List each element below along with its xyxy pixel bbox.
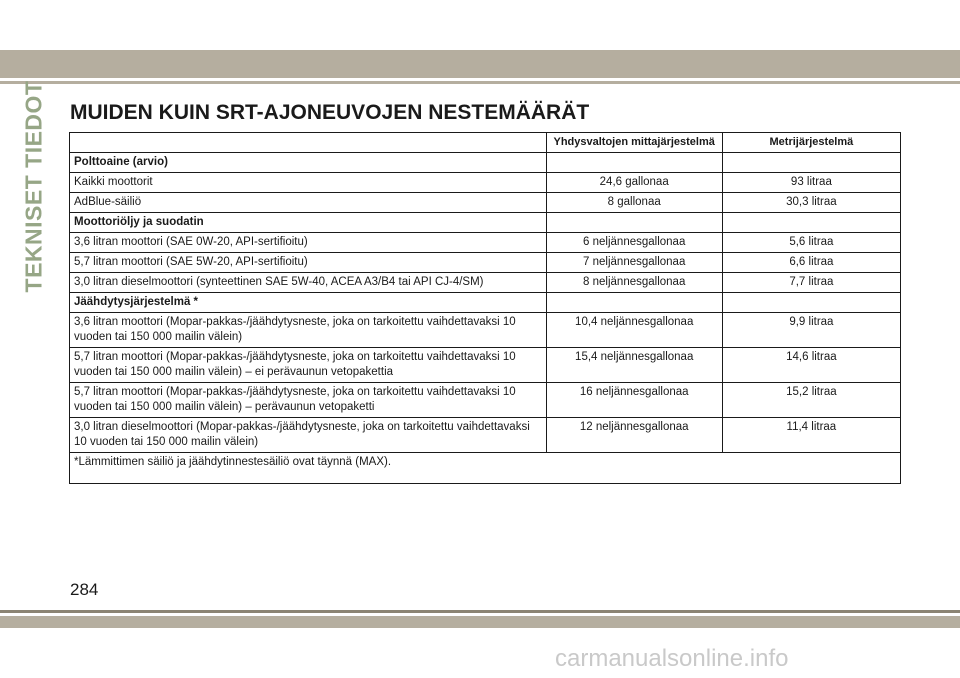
- row-metric-value: 6,6 litraa: [722, 253, 900, 273]
- header-us-units: Yhdysvaltojen mittajärjestelmä: [546, 133, 722, 153]
- table-footnote: *Lämmittimen säiliö ja jäähdytinnestesäiliö ovat täynnä (MAX).: [70, 453, 901, 484]
- row-us-value: 7 neljännesgallonaa: [546, 253, 722, 273]
- bottom-decorative-line: [0, 610, 960, 613]
- table-row-section-oil: [70, 213, 901, 233]
- row-label: 5,7 litran moottori (Mopar-pakkas-/jäähdytysneste, joka on tarkoitettu vaihdettavaksi 10 vuoden tai 150 000 mailin välein) – ei perävaunun vetopakettia: [70, 348, 547, 383]
- table-row: [70, 418, 901, 453]
- table-row: [70, 348, 901, 383]
- table-row-section-cooling: [70, 293, 901, 313]
- row-label: Moottoriöljy ja suodatin: [70, 213, 547, 233]
- row-label: 3,6 litran moottori (SAE 0W-20, API-sertifioitu): [70, 233, 547, 253]
- fluid-capacities-table: [69, 132, 901, 484]
- row-us-value: 10,4 neljännesgallonaa: [546, 313, 722, 348]
- row-us-value: 15,4 neljännesgallonaa: [546, 348, 722, 383]
- row-metric-value: 11,4 litraa: [722, 418, 900, 453]
- row-us-value: [546, 213, 722, 233]
- table-row: [70, 253, 901, 273]
- row-metric-value: 93 litraa: [722, 173, 900, 193]
- row-label: 5,7 litran moottori (SAE 5W-20, API-sertifioitu): [70, 253, 547, 273]
- site-watermark: carmanualsonline.info: [555, 645, 789, 672]
- row-label: Polttoaine (arvio): [70, 153, 547, 173]
- table-row: [70, 313, 901, 348]
- page-title: MUIDEN KUIN SRT-AJONEUVOJEN NESTEMÄÄRÄT: [70, 101, 590, 124]
- row-label: 3,0 litran dieselmoottori (synteettinen SAE 5W-40, ACEA A3/B4 tai API CJ-4/SM): [70, 273, 547, 293]
- row-us-value: [546, 153, 722, 173]
- table-row: [70, 173, 901, 193]
- row-us-value: 6 neljännesgallonaa: [546, 233, 722, 253]
- row-metric-value: 5,6 litraa: [722, 233, 900, 253]
- row-metric-value: [722, 153, 900, 173]
- top-decorative-band: [0, 50, 960, 78]
- row-us-value: 12 neljännesgallonaa: [546, 418, 722, 453]
- header-empty-cell: [70, 133, 547, 153]
- table-header-row: [70, 133, 901, 153]
- row-label: Kaikki moottorit: [70, 173, 547, 193]
- row-metric-value: 15,2 litraa: [722, 383, 900, 418]
- top-decorative-line: [0, 81, 960, 84]
- row-label: 5,7 litran moottori (Mopar-pakkas-/jäähdytysneste, joka on tarkoitettu vaihdettavaksi 10 vuoden tai 150 000 mailin välein) – perävaunun vetopaketti: [70, 383, 547, 418]
- row-us-value: [546, 293, 722, 313]
- table-row: [70, 273, 901, 293]
- row-metric-value: 30,3 litraa: [722, 193, 900, 213]
- section-side-tab-label: TEKNISET TIEDOT: [20, 80, 47, 292]
- row-us-value: 24,6 gallonaa: [546, 173, 722, 193]
- row-metric-value: [722, 213, 900, 233]
- table-row-section-fuel: [70, 153, 901, 173]
- header-metric-units: Metrijärjestelmä: [722, 133, 900, 153]
- row-us-value: 16 neljännesgallonaa: [546, 383, 722, 418]
- section-side-tab: [20, 80, 48, 292]
- table-row: [70, 233, 901, 253]
- table-row: [70, 193, 901, 213]
- row-label: AdBlue-säiliö: [70, 193, 547, 213]
- row-metric-value: [722, 293, 900, 313]
- row-label: Jäähdytysjärjestelmä *: [70, 293, 547, 313]
- row-metric-value: 7,7 litraa: [722, 273, 900, 293]
- table-row: [70, 383, 901, 418]
- page-number: 284: [70, 580, 99, 599]
- row-metric-value: 9,9 litraa: [722, 313, 900, 348]
- table-note-row: [70, 453, 901, 484]
- row-metric-value: 14,6 litraa: [722, 348, 900, 383]
- row-label: 3,0 litran dieselmoottori (Mopar-pakkas-/jäähdytysneste, joka on tarkoitettu vaihdettavaksi 10 vuoden tai 150 000 mailin välein): [70, 418, 547, 453]
- row-label: 3,6 litran moottori (Mopar-pakkas-/jäähdytysneste, joka on tarkoitettu vaihdettavaksi 10 vuoden tai 150 000 mailin välein): [70, 313, 547, 348]
- bottom-decorative-band: [0, 616, 960, 628]
- row-us-value: 8 neljännesgallonaa: [546, 273, 722, 293]
- row-us-value: 8 gallonaa: [546, 193, 722, 213]
